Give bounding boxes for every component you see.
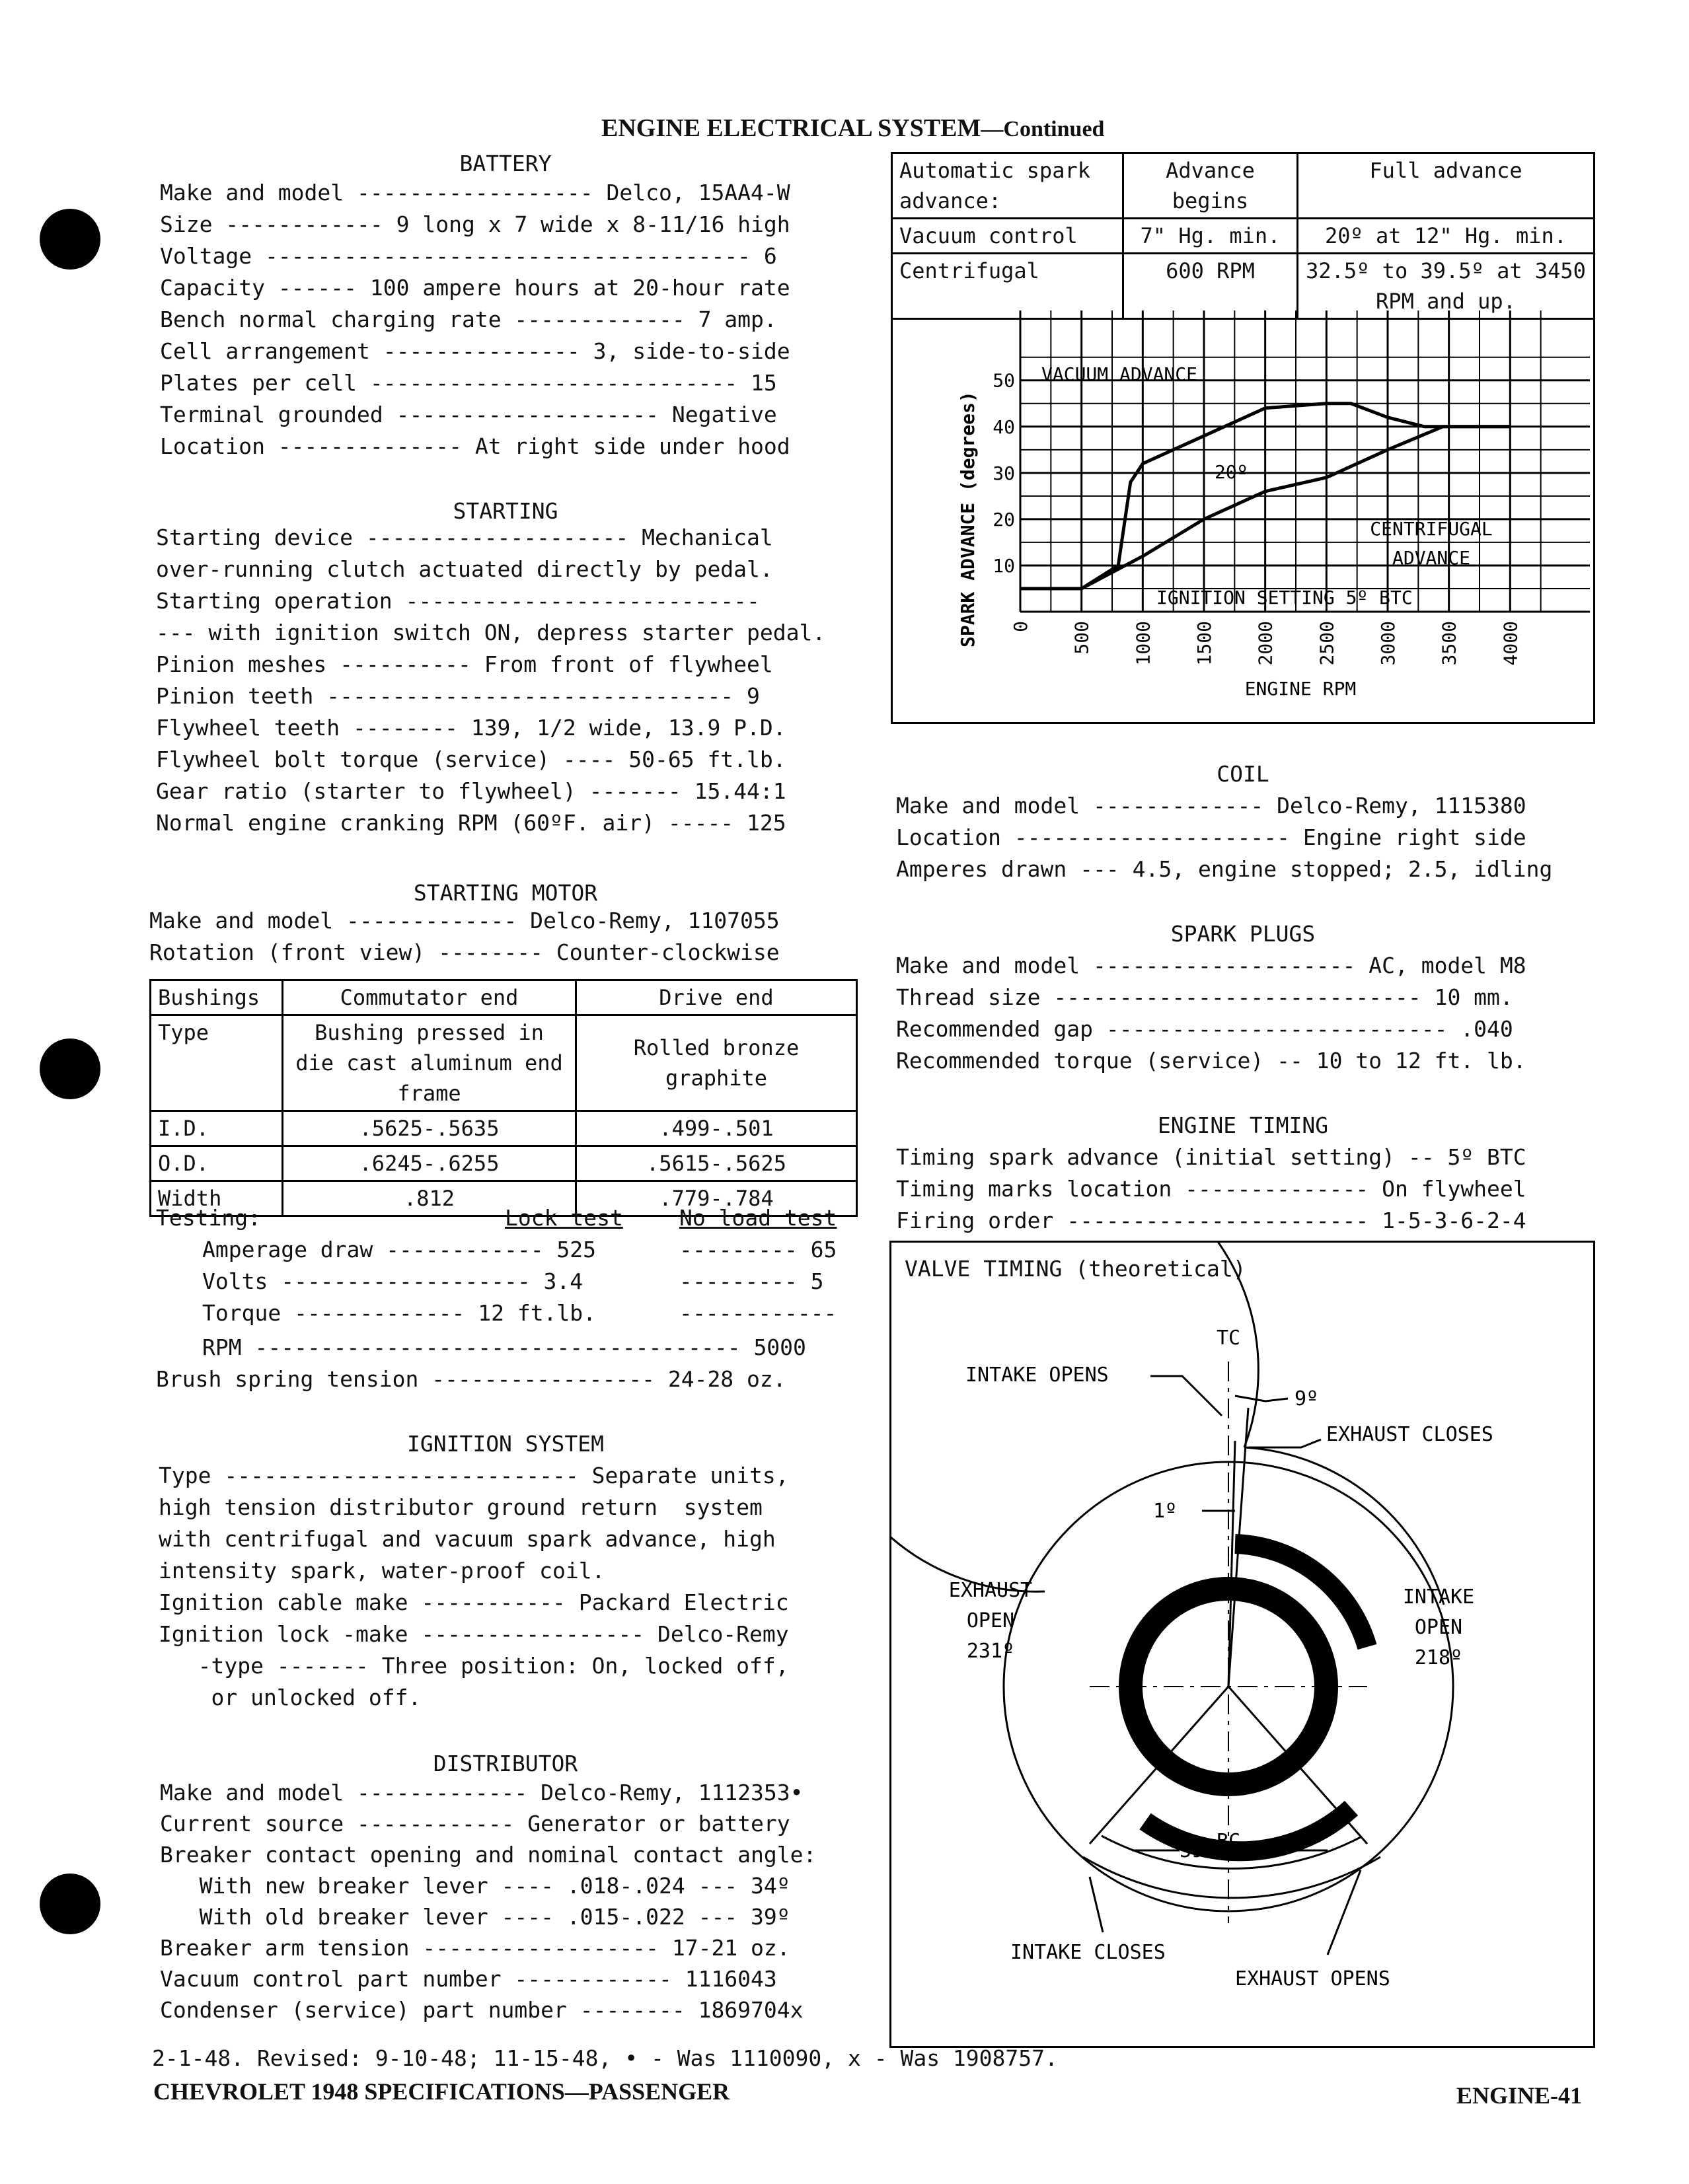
vacuum-advance-annotation: VACUUM ADVANCE [1041,363,1198,385]
exhaust-opens-line [1228,1687,1367,1844]
y-tick-label: 30 [993,462,1015,484]
y-tick-label: 20 [993,508,1015,530]
table-cell: .5625-.5635 [283,1111,576,1146]
commutator-end-header: Commutator end [283,980,576,1015]
lock-test-header: Lock test [505,1205,623,1231]
y-tick-label: 50 [993,369,1015,392]
x-tick-label: 0 [1010,621,1032,632]
binder-hole-middle [40,1038,100,1099]
intake-open-degrees: 218º [1414,1646,1463,1669]
y-tick-label: 40 [993,416,1015,438]
spec-line: Starting device -------------------- Mechanical [156,525,773,550]
spec-line: Gear ratio (starter to flywheel) ------- 15.44:1 [156,778,786,804]
no-load-test-header: No load test [679,1205,837,1231]
centrifugal-annotation: CENTRIFUGAL [1370,518,1493,540]
x-tick-label: 2500 [1316,621,1338,666]
brush-tension-row: Brush spring tension ----------------- 24-28 oz. [156,1366,786,1392]
spec-line: Capacity ------ 100 ampere hours at 20-hour rate [160,275,790,301]
spec-line: Thread size ---------------------------- 10 mm. [896,984,1513,1010]
twenty-degree-annotation: 20º [1215,461,1248,483]
test-line-right: --------- 65 [679,1237,837,1262]
exhaust-open-label-2: OPEN [966,1609,1015,1632]
spec-line: Make and model -------------------- AC, model M8 [896,953,1526,978]
spec-line: Normal engine cranking RPM (60ºF. air) ----- 125 [156,810,786,836]
spec-line: Pinion meshes ---------- From front of flywheel [156,651,773,677]
forty-two-degree-label: 42º [1248,1839,1285,1862]
test-line-right: ------------ [679,1300,837,1326]
battery-heading: BATTERY [459,151,552,176]
spec-line: Pinion teeth ------------------------------- 9 [156,683,760,709]
distributor-heading: DISTRIBUTOR [433,1751,578,1776]
spec-line: Flywheel teeth -------- 139, 1/2 wide, 13.9 P.D. [156,715,786,741]
intake-opens-label: INTAKE OPENS [965,1364,1109,1387]
spark-advance-table [891,152,1595,320]
spec-line: Breaker contact opening and nominal contact angle: [160,1842,817,1868]
intake-open-label-1: INTAKE [1402,1585,1475,1609]
table-row [151,1111,857,1146]
spec-line: Size ------------ 9 long x 7 wide x 8-11/16 high [160,211,790,237]
table-cell: Width [151,1181,283,1216]
spec-line: Flywheel bolt torque (service) ---- 50-65 ft.lb. [156,746,786,772]
table-cell: 32.5º to 39.5º at 3450 RPM and up. [1298,254,1595,319]
exhaust-opens-label: EXHAUST OPENS [1235,1967,1390,1990]
nine-degree-label: 9º [1295,1387,1319,1410]
x-tick-label: 3000 [1376,621,1399,666]
page-title-continued: —Continued [981,117,1105,141]
bushings-header: Bushings [151,980,283,1015]
engine-timing-heading: ENGINE TIMING [1157,1112,1329,1138]
spec-line: Recommended gap -------------------------- .040 [896,1016,1513,1042]
exhaust-open-label-1: EXHAUST [948,1579,1033,1602]
spec-line: over-running clutch actuated directly by pedal. [156,556,773,582]
x-tick-label: 500 [1070,621,1093,655]
drive-end-header: Drive end [576,980,857,1015]
spec-line: Starting operation --------------------------- [156,588,760,614]
spec-line: Firing order ----------------------- 1-5-3-6-2-4 [896,1208,1526,1233]
bc-label: BC [1216,1830,1241,1853]
test-line-right: --------- 5 [679,1268,824,1294]
spec-line: With old breaker lever ---- .015-.022 --- 39º [160,1904,790,1930]
table-cell: .6245-.6255 [283,1146,576,1181]
table-cell: Vacuum control [892,219,1123,254]
exhaust-closes-label: EXHAUST CLOSES [1326,1423,1493,1446]
spark-advance-chart [891,310,1595,724]
advance-annotation: ADVANCE [1392,547,1471,569]
x-tick-label: 2000 [1254,621,1277,666]
spec-line: Bench normal charging rate ------------- 7 amp. [160,307,777,332]
nine-degree-leader [1235,1396,1288,1401]
exhaust-closes-leader [1248,1439,1321,1447]
full-advance-header: Full advance [1298,153,1595,219]
spec-line: Condenser (service) part number -------- 1869704x [160,1997,804,2023]
spec-line: Ignition cable make ----------- Packard Electric [159,1589,789,1615]
spec-line: high tension distributor ground return system [159,1494,763,1520]
testing-label: Testing: [156,1205,261,1231]
table-cell: 7" Hg. min. [1123,219,1298,254]
intake-timing-arc [1244,1447,1444,1605]
table-cell: Rolled bronze graphite [576,1015,857,1111]
table-cell: O.D. [151,1146,283,1181]
revision-note: 2-1-48. Revised: 9-10-48; 11-15-48, • - Was 1110090, x - Was 1908757. [152,2045,1058,2071]
x-tick-label: 1000 [1132,621,1154,666]
exhaust-opens-leader [1328,1870,1361,1955]
ignition-system-heading: IGNITION SYSTEM [406,1431,604,1457]
test-line: Amperage draw ------------ 525 [202,1237,597,1262]
starting-motor-heading: STARTING MOTOR [413,880,598,906]
valve-timing-title: VALVE TIMING (theoretical) [905,1256,1246,1282]
page-title: ENGINE ELECTRICAL SYSTEM [601,114,981,142]
table-cell: 600 RPM [1123,254,1298,319]
spec-line: Make and model ------------- Delco-Remy, 1107055 [149,908,780,933]
spec-line: Amperes drawn --- 4.5, engine stopped; 2.5, idling [896,856,1553,882]
spec-line: Plates per cell ---------------------------- 15 [160,370,777,396]
intake-closes-leader [1090,1877,1103,1932]
x-tick-label: 3500 [1438,621,1460,666]
starting-heading: STARTING [453,498,558,524]
spec-line: or unlocked off. [159,1685,422,1710]
table-row [892,254,1595,319]
spark-plugs-heading: SPARK PLUGS [1170,921,1316,947]
x-tick-label: 1500 [1193,621,1215,666]
intake-closes-label: INTAKE CLOSES [1010,1941,1166,1964]
spec-line: intensity spark, water-proof coil. [159,1558,605,1583]
automatic-spark-advance-header: Automatic spark advance: [892,153,1123,219]
coil-heading: COIL [1217,761,1269,787]
spec-line: Vacuum control part number ------------ 1116043 [160,1966,777,1992]
test-line: Volts ------------------- 3.4 [202,1268,583,1294]
table-cell: .499-.501 [576,1111,857,1146]
table-cell: .779-.784 [576,1181,857,1216]
spec-line: Make and model ------------- Delco-Remy, 1112353• [160,1780,804,1805]
footer-page-number: ENGINE-41 [1456,2082,1583,2109]
tc-label: TC [1216,1327,1241,1350]
spec-line: with centrifugal and vacuum spark advance, high [159,1526,776,1552]
exhaust-open-degrees: 231º [966,1640,1015,1663]
table-cell: .812 [283,1181,576,1216]
spec-line: Location --------------------- Engine right side [896,824,1526,850]
spec-line: --- with ignition switch ON, depress starter pedal. [156,620,826,645]
table-cell: Centrifugal [892,254,1123,319]
table-cell: Type [151,1015,283,1111]
spec-line: Make and model ------------------ Delco, 15AA4-W [160,180,790,205]
one-degree-label: 1º [1153,1500,1178,1523]
rpm-row: RPM ------------------------------------- 5000 [202,1334,806,1360]
spec-line: Rotation (front view) -------- Counter-clockwise [149,939,780,965]
spec-line: Timing marks location -------------- On flywheel [896,1176,1526,1202]
advance-begins-header: Advance begins [1123,153,1298,219]
spec-line: -type ------- Three position: On, locked off, [159,1653,789,1679]
spec-line: Ignition lock -make ----------------- Delco-Remy [159,1621,789,1647]
bc-outer-arc [1083,1857,1380,1898]
test-line: Torque ------------- 12 ft.lb. [202,1300,597,1326]
spark-advance-chart-box [891,310,1595,724]
valve-timing-box [889,1241,1595,2048]
spec-line: Recommended torque (service) -- 10 to 12 ft. lb. [896,1048,1526,1074]
table-row [151,1146,857,1181]
page-header [601,112,1104,145]
table-cell: .5615-.5625 [576,1146,857,1181]
ignition-setting-annotation: IGNITION SETTING 5º BTC [1156,587,1413,608]
table-row [892,153,1595,219]
spec-line: Breaker arm tension ------------------ 17-21 oz. [160,1935,790,1961]
spec-line: Voltage ------------------------------------- 6 [160,243,777,269]
x-axis-label: ENGINE RPM [1244,678,1357,700]
bushings-table [149,979,858,1217]
y-tick-label: 10 [993,554,1015,577]
table-cell: Bushing pressed in die cast aluminum end frame [283,1015,576,1111]
intake-opens-leader [1150,1376,1222,1416]
spec-line: Location -------------- At right side under hood [160,433,790,459]
bushings-header-row [151,980,857,1015]
binder-hole-bottom [40,1874,100,1934]
spec-line: Current source ------------ Generator or battery [160,1811,790,1837]
footer-left: CHEVROLET 1948 SPECIFICATIONS—PASSENGER [153,2078,730,2105]
x-tick-label: 4000 [1499,621,1522,666]
binder-hole-top [40,209,100,270]
table-row [892,219,1595,254]
spec-line: Terminal grounded -------------------- Negative [160,402,777,427]
spec-line: Make and model ------------- Delco-Remy, 1115380 [896,793,1526,819]
table-row [151,1015,857,1111]
intake-open-label-2: OPEN [1414,1616,1463,1639]
table-cell: I.D. [151,1111,283,1146]
spec-line: With new breaker lever ---- .018-.024 --- 34º [160,1873,790,1899]
outer-timing-arc [891,1243,1258,1591]
spec-line: Timing spark advance (initial setting) -- 5º BTC [896,1144,1526,1170]
spec-line: Type --------------------------- Separate units, [159,1463,789,1488]
table-cell: 20º at 12" Hg. min. [1298,219,1595,254]
spec-line: Cell arrangement --------------- 3, side-to-side [160,338,790,364]
y-axis-label: SPARK ADVANCE (degrees) [957,391,979,647]
thirty-nine-degree-label: 39º [1180,1839,1216,1862]
valve-timing-diagram [891,1243,1593,2046]
